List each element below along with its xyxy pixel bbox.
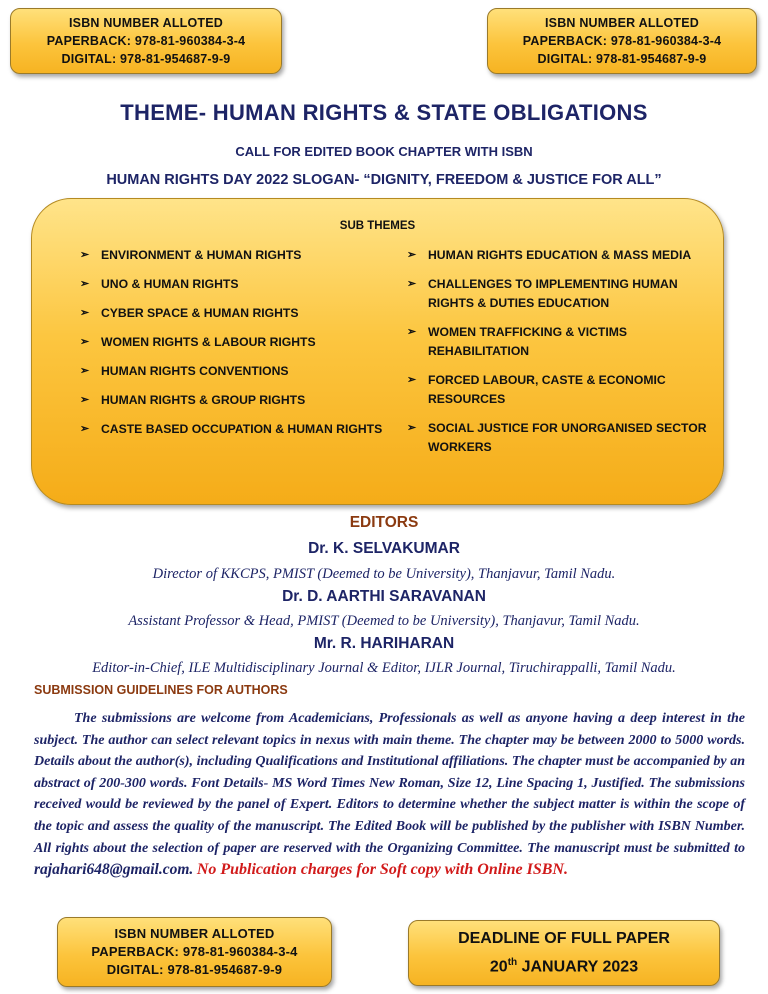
arrow-bullet-icon: ➢ <box>407 326 417 338</box>
guidelines-heading: SUBMISSION GUIDELINES FOR AUTHORS <box>34 683 288 697</box>
isbn-title: ISBN NUMBER ALLOTED <box>114 926 275 941</box>
arrow-bullet-icon: ➢ <box>407 249 417 261</box>
sub-themes-left-list <box>80 246 390 449</box>
editor-name: Dr. D. AARTHI SARAVANAN <box>282 588 486 605</box>
isbn-badge-top-right <box>487 8 757 74</box>
arrow-bullet-icon: ➢ <box>407 374 417 386</box>
deadline-badge <box>408 920 720 986</box>
list-item: ➢ HUMAN RIGHTS EDUCATION & MASS MEDIA <box>407 246 712 265</box>
isbn-paperback: PAPERBACK: 978-81-960384-3-4 <box>91 944 298 959</box>
deadline-title: DEADLINE OF FULL PAPER <box>458 929 670 947</box>
list-item: ➢ CASTE BASED OCCUPATION & HUMAN RIGHTS <box>80 420 390 439</box>
isbn-paperback: PAPERBACK: 978-81-960384-3-4 <box>522 34 722 48</box>
arrow-bullet-icon: ➢ <box>80 249 90 261</box>
isbn-digital: DIGITAL: 978-81-954687-9-9 <box>61 52 231 66</box>
editor-affiliation: Assistant Professor & Head, PMIST (Deemed to be University), Thanjavur, Tamil Nadu. <box>128 613 640 629</box>
deadline-date: 20th JANUARY 2023 <box>489 956 639 976</box>
list-item: ➢ CHALLENGES TO IMPLEMENTING HUMAN RIGHTS & DUTIES EDUCATION <box>407 277 678 310</box>
call-for-chapters: CALL FOR EDITED BOOK CHAPTER WITH ISBN <box>235 144 533 159</box>
isbn-paperback: PAPERBACK: 978-81-960384-3-4 <box>46 34 246 48</box>
isbn-badge-top-left <box>10 8 282 74</box>
arrow-bullet-icon: ➢ <box>80 365 90 377</box>
no-publication-charges-note: No Publication charges for Soft copy with Online ISBN. <box>196 861 568 879</box>
arrow-bullet-icon: ➢ <box>80 336 90 348</box>
list-item: ➢ WOMEN TRAFFICKING & VICTIMS REHABILITATION <box>407 325 628 358</box>
list-item: ➢ ENVIRONMENT & HUMAN RIGHTS <box>80 246 390 265</box>
theme-title: THEME- HUMAN RIGHTS & STATE OBLIGATIONS <box>120 100 648 125</box>
editor-name: Dr. K. SELVAKUMAR <box>308 540 460 557</box>
arrow-bullet-icon: ➢ <box>407 278 417 290</box>
list-item: ➢ WOMEN RIGHTS & LABOUR RIGHTS <box>80 333 390 352</box>
list-item: ➢ UNO & HUMAN RIGHTS <box>80 275 390 294</box>
editor-name: Mr. R. HARIHARAN <box>313 635 455 652</box>
sub-themes-right-list <box>407 246 712 467</box>
guidelines-text: The submissions are welcome from Academicians, Professionals as well as anyone having a deep interest in the subject. The author can select relevant topics in nexus with main theme. The chapter may be between 2000 to 5000 words. Details about the author(s), including Qualifications and Institutional affiliations. The chapter must be accompanied by an abstract of 200-300 words. Font Details- MS Word Times New Roman, Size 12, Line Spacing 1, Justified. The submissions received would be reviewed by the panel of Expert. Editors to determine whether the subject matter is within the scope of the topic and assess the quality of the manuscript. The Edited Book will be published by the publisher with ISBN Number. All rights about the selection of paper are reserved with the Organizing Committee. The manuscript must be submitted to <box>34 711 745 856</box>
editors-heading: EDITORS <box>349 514 419 531</box>
isbn-title: ISBN NUMBER ALLOTED <box>544 16 700 30</box>
sub-themes-box <box>31 198 724 505</box>
arrow-bullet-icon: ➢ <box>80 278 90 290</box>
guidelines-body <box>34 708 745 882</box>
isbn-badge-bottom-left <box>57 917 332 987</box>
submission-email: rajahari648@gmail.com. <box>34 861 194 879</box>
editor-affiliation: Editor-in-Chief, ILE Multidisciplinary Journal & Editor, IJLR Journal, Tiruchirappalli, Tamil Nadu. <box>92 660 676 676</box>
editor-affiliation: Director of KKCPS, PMIST (Deemed to be University), Thanjavur, Tamil Nadu. <box>152 566 616 582</box>
arrow-bullet-icon: ➢ <box>407 422 417 434</box>
sub-themes-title: SUB THEMES <box>339 220 416 232</box>
arrow-bullet-icon: ➢ <box>80 307 90 319</box>
list-item: ➢ SOCIAL JUSTICE FOR UNORGANISED SECTOR WORKERS <box>407 421 707 454</box>
isbn-title: ISBN NUMBER ALLOTED <box>68 16 224 30</box>
arrow-bullet-icon: ➢ <box>80 394 90 406</box>
list-item: ➢ HUMAN RIGHTS CONVENTIONS <box>80 362 390 381</box>
arrow-bullet-icon: ➢ <box>80 423 90 435</box>
isbn-digital: DIGITAL: 978-81-954687-9-9 <box>106 962 283 977</box>
slogan: HUMAN RIGHTS DAY 2022 SLOGAN- “DIGNITY, FREEDOM & JUSTICE FOR ALL” <box>106 172 662 188</box>
isbn-digital: DIGITAL: 978-81-954687-9-9 <box>537 52 707 66</box>
list-item: ➢ HUMAN RIGHTS & GROUP RIGHTS <box>80 391 390 410</box>
list-item: ➢ FORCED LABOUR, CASTE & ECONOMIC RESOURCES <box>407 373 666 406</box>
list-item: ➢ CYBER SPACE & HUMAN RIGHTS <box>80 304 390 323</box>
